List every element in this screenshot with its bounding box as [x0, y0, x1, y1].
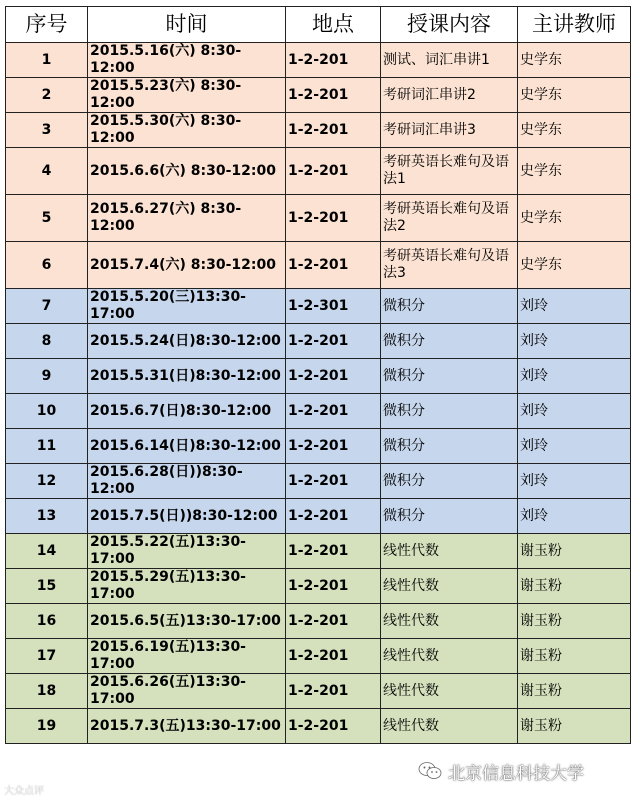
row-no: 17: [6, 639, 88, 674]
row-no: 10: [6, 394, 88, 429]
row-location: 1-2-201: [286, 43, 381, 78]
row-teacher: 刘玲: [518, 394, 631, 429]
row-teacher: 刘玲: [518, 429, 631, 464]
row-teacher: 谢玉粉: [518, 534, 631, 569]
row-time: 2015.6.14(日)8:30-12:00: [88, 429, 286, 464]
row-time: 2015.6.27(六) 8:30-12:00: [88, 195, 286, 242]
row-topic: 微积分: [381, 359, 518, 394]
row-topic: 线性代数: [381, 604, 518, 639]
table-row: [6, 359, 631, 394]
row-topic: 考研英语长难句及语法1: [381, 148, 518, 195]
row-no: 8: [6, 324, 88, 359]
row-time: 2015.5.29(五)13:30-17:00: [88, 569, 286, 604]
row-location: 1-2-201: [286, 604, 381, 639]
table-row: [6, 604, 631, 639]
row-no: 2: [6, 78, 88, 113]
row-teacher: 谢玉粉: [518, 674, 631, 709]
row-teacher: 刘玲: [518, 359, 631, 394]
schedule-table: [5, 6, 631, 744]
header-row: [6, 7, 631, 43]
watermark-right-text: 北京信息科技大学: [448, 763, 584, 784]
row-time: 2015.6.5(五)13:30-17:00: [88, 604, 286, 639]
row-topic: 微积分: [381, 464, 518, 499]
table-row: [6, 113, 631, 148]
row-teacher: 史学东: [518, 113, 631, 148]
row-no: 6: [6, 242, 88, 289]
row-topic: 测试、词汇串讲1: [381, 43, 518, 78]
row-time: 2015.6.28(日))8:30-12:00: [88, 464, 286, 499]
row-no: 5: [6, 195, 88, 242]
row-topic: 考研词汇串讲2: [381, 78, 518, 113]
row-no: 15: [6, 569, 88, 604]
header-location: 地点: [286, 7, 381, 43]
table-row: [6, 429, 631, 464]
row-teacher: 刘玲: [518, 464, 631, 499]
row-time: 2015.5.31(日)8:30-12:00: [88, 359, 286, 394]
row-teacher: 谢玉粉: [518, 709, 631, 744]
row-teacher: 刘玲: [518, 499, 631, 534]
table-row: [6, 639, 631, 674]
row-time: 2015.5.24(日)8:30-12:00: [88, 324, 286, 359]
row-location: 1-2-201: [286, 359, 381, 394]
row-teacher: 谢玉粉: [518, 569, 631, 604]
row-teacher: 谢玉粉: [518, 639, 631, 674]
row-time: 2015.7.4(六) 8:30-12:00: [88, 242, 286, 289]
row-time: 2015.5.16(六) 8:30-12:00: [88, 43, 286, 78]
row-no: 19: [6, 709, 88, 744]
table-row: [6, 195, 631, 242]
row-topic: 微积分: [381, 429, 518, 464]
row-no: 9: [6, 359, 88, 394]
row-location: 1-2-201: [286, 429, 381, 464]
row-time: 2015.5.20(三)13:30-17:00: [88, 289, 286, 324]
row-location: 1-2-201: [286, 324, 381, 359]
table-row: [6, 289, 631, 324]
row-teacher: 史学东: [518, 43, 631, 78]
row-topic: 线性代数: [381, 534, 518, 569]
header-time: 时间: [88, 7, 286, 43]
row-topic: 微积分: [381, 324, 518, 359]
table-row: [6, 324, 631, 359]
header-topic: 授课内容: [381, 7, 518, 43]
row-time: 2015.5.30(六) 8:30-12:00: [88, 113, 286, 148]
row-no: 3: [6, 113, 88, 148]
row-no: 13: [6, 499, 88, 534]
row-location: 1-2-201: [286, 534, 381, 569]
row-location: 1-2-201: [286, 499, 381, 534]
row-location: 1-2-301: [286, 289, 381, 324]
row-no: 11: [6, 429, 88, 464]
table-row: [6, 534, 631, 569]
table-row: [6, 43, 631, 78]
row-topic: 微积分: [381, 499, 518, 534]
table-row: [6, 148, 631, 195]
table-row: [6, 78, 631, 113]
row-topic: 考研词汇串讲3: [381, 113, 518, 148]
row-location: 1-2-201: [286, 639, 381, 674]
row-topic: 线性代数: [381, 674, 518, 709]
row-no: 12: [6, 464, 88, 499]
row-location: 1-2-201: [286, 394, 381, 429]
row-no: 18: [6, 674, 88, 709]
row-teacher: 刘玲: [518, 324, 631, 359]
table-row: [6, 499, 631, 534]
row-location: 1-2-201: [286, 78, 381, 113]
row-location: 1-2-201: [286, 569, 381, 604]
row-location: 1-2-201: [286, 242, 381, 289]
row-time: 2015.6.26(五)13:30-17:00: [88, 674, 286, 709]
row-time: 2015.5.22(五)13:30-17:00: [88, 534, 286, 569]
row-no: 1: [6, 43, 88, 78]
table-row: [6, 464, 631, 499]
table-row: [6, 242, 631, 289]
header-no: 序号: [6, 7, 88, 43]
header-teacher: 主讲教师: [518, 7, 631, 43]
row-topic: 微积分: [381, 289, 518, 324]
watermark-left: 大众点评: [4, 786, 44, 797]
row-time: 2015.5.23(六) 8:30-12:00: [88, 78, 286, 113]
row-topic: 线性代数: [381, 709, 518, 744]
row-time: 2015.7.3(五)13:30-17:00: [88, 709, 286, 744]
row-location: 1-2-201: [286, 148, 381, 195]
row-teacher: 史学东: [518, 148, 631, 195]
row-no: 16: [6, 604, 88, 639]
row-no: 14: [6, 534, 88, 569]
wechat-icon: [418, 761, 442, 781]
table-row: [6, 674, 631, 709]
row-location: 1-2-201: [286, 113, 381, 148]
row-teacher: 刘玲: [518, 289, 631, 324]
row-topic: 线性代数: [381, 639, 518, 674]
table-row: [6, 709, 631, 744]
row-topic: 考研英语长难句及语法2: [381, 195, 518, 242]
row-location: 1-2-201: [286, 195, 381, 242]
row-teacher: 谢玉粉: [518, 604, 631, 639]
row-time: 2015.6.7(日)8:30-12:00: [88, 394, 286, 429]
table-row: [6, 394, 631, 429]
row-time: 2015.7.5(日))8:30-12:00: [88, 499, 286, 534]
table-row: [6, 569, 631, 604]
row-topic: 线性代数: [381, 569, 518, 604]
row-no: 7: [6, 289, 88, 324]
row-teacher: 史学东: [518, 78, 631, 113]
row-teacher: 史学东: [518, 195, 631, 242]
row-time: 2015.6.6(六) 8:30-12:00: [88, 148, 286, 195]
row-topic: 考研英语长难句及语法3: [381, 242, 518, 289]
row-location: 1-2-201: [286, 709, 381, 744]
row-topic: 微积分: [381, 394, 518, 429]
row-location: 1-2-201: [286, 674, 381, 709]
row-location: 1-2-201: [286, 464, 381, 499]
row-time: 2015.6.19(五)13:30-17:00: [88, 639, 286, 674]
row-no: 4: [6, 148, 88, 195]
row-teacher: 史学东: [518, 242, 631, 289]
watermark-right: [418, 756, 584, 786]
